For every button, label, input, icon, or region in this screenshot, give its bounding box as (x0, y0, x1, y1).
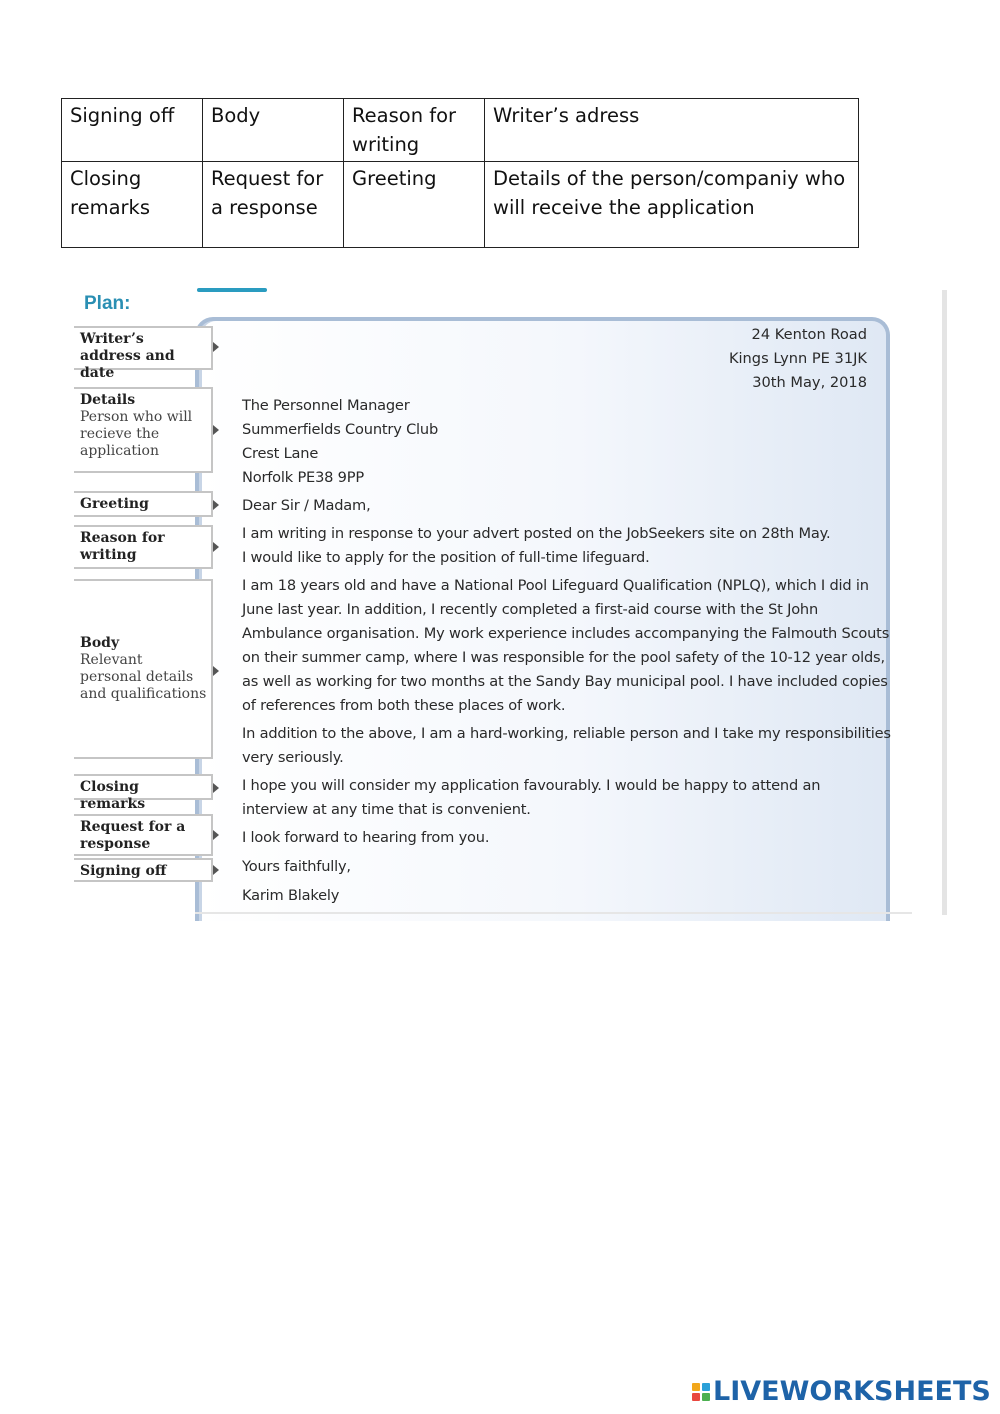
label-title: Reason for writing (80, 530, 165, 563)
label-subtitle: Relevant personal details and qualifications (80, 652, 207, 702)
table-cell: Closing remarks (62, 162, 203, 248)
writer-address (729, 323, 867, 395)
table-cell: Body (203, 99, 344, 162)
text-line: Ambulance organisation. My work experience includes accompanying the Falmouth Scouts (242, 625, 890, 642)
label-closing (74, 774, 213, 812)
table-cell: Request for a response (203, 162, 344, 248)
table-cell: Signing off (62, 99, 203, 162)
greeting-text: Dear Sir / Madam, (242, 497, 371, 514)
text-line: on their summer camp, where I was responsible for the pool safety of the 10-12 year olds, (242, 649, 885, 666)
table-cell: Greeting (344, 162, 485, 248)
signature-name: Karim Blakely (242, 887, 340, 904)
text-line: In addition to the above, I am a hard-working, reliable person and I take my responsibilities (242, 725, 891, 742)
address-line: Kings Lynn PE 31JK (728, 350, 867, 367)
label-greeting (74, 491, 213, 517)
recipient-line: Norfolk PE38 9PP (242, 469, 364, 486)
plan-title: Plan: (84, 293, 131, 314)
text-line: June last year. In addition, I recently completed a first-aid course with the St John (242, 601, 819, 618)
arrow-icon (213, 783, 219, 793)
label-details (74, 387, 213, 473)
arrow-icon (213, 500, 219, 510)
label-title: Body (80, 635, 120, 651)
label-title: Signing off (80, 863, 167, 879)
label-title: Closing remarks (80, 779, 146, 812)
arrow-icon (213, 865, 219, 875)
label-request (74, 814, 213, 856)
logo-text: LIVEWORKSHEETS (713, 1376, 991, 1407)
word-bank-table (61, 98, 859, 248)
arrow-icon (213, 830, 219, 840)
arrow-icon (213, 425, 219, 435)
label-subtitle: Person who will recieve the application (80, 409, 193, 459)
divider (942, 290, 947, 915)
address-line: 24 Kenton Road (751, 326, 867, 343)
text-line: very seriously. (242, 749, 344, 766)
text-line: I am 18 years old and have a National Pool Lifeguard Qualification (NPLQ), which I did in (242, 577, 869, 594)
label-title: Request for a response (80, 819, 186, 852)
table-cell: Writer’s adress (485, 99, 859, 162)
table-cell: Details of the person/companiy who will receive the application (485, 162, 859, 248)
text-line: interview at any time that is convenient. (242, 801, 531, 818)
body-paragraph-1 (242, 574, 889, 718)
table-cell: Reason for writing (344, 99, 485, 162)
text-line: as well as working for two months at the Sandy Bay municipal pool. I have included copies (242, 673, 888, 690)
recipient-line: Crest Lane (242, 445, 319, 462)
recipient-block (242, 394, 438, 490)
text-line: I am writing in response to your advert posted on the JobSeekers site on 28th May. (242, 525, 831, 542)
label-title: Details (80, 392, 136, 408)
divider (195, 912, 912, 914)
label-writers-address (74, 326, 213, 381)
arrow-icon (213, 666, 219, 676)
text-line: I would like to apply for the position of full-time lifeguard. (242, 549, 650, 566)
arrow-icon (213, 342, 219, 352)
arrow-icon (213, 542, 219, 552)
label-title: Writer’s address and date (80, 331, 175, 381)
label-reason (74, 525, 213, 569)
label-body (74, 579, 213, 759)
body-paragraph-2 (242, 722, 891, 770)
letter-plan-figure (70, 285, 950, 915)
table-row (62, 99, 859, 162)
closing-paragraph (242, 774, 820, 822)
recipient-line: The Personnel Manager (242, 397, 410, 414)
text-line: I hope you will consider my application favourably. I would be happy to attend an (242, 777, 821, 794)
reason-paragraph (242, 522, 830, 570)
label-title: Greeting (80, 496, 149, 512)
date-line: 30th May, 2018 (752, 374, 867, 391)
plan-accent-bar (197, 288, 267, 292)
liveworksheets-logo (692, 1376, 991, 1407)
logo-icon (692, 1383, 710, 1401)
text-line: of references from both these places of work. (242, 697, 566, 714)
request-text: I look forward to hearing from you. (242, 829, 490, 846)
signoff-text: Yours faithfully, (242, 858, 351, 875)
recipient-line: Summerfields Country Club (242, 421, 439, 438)
table-row (62, 162, 859, 248)
label-signing-off (74, 858, 213, 882)
